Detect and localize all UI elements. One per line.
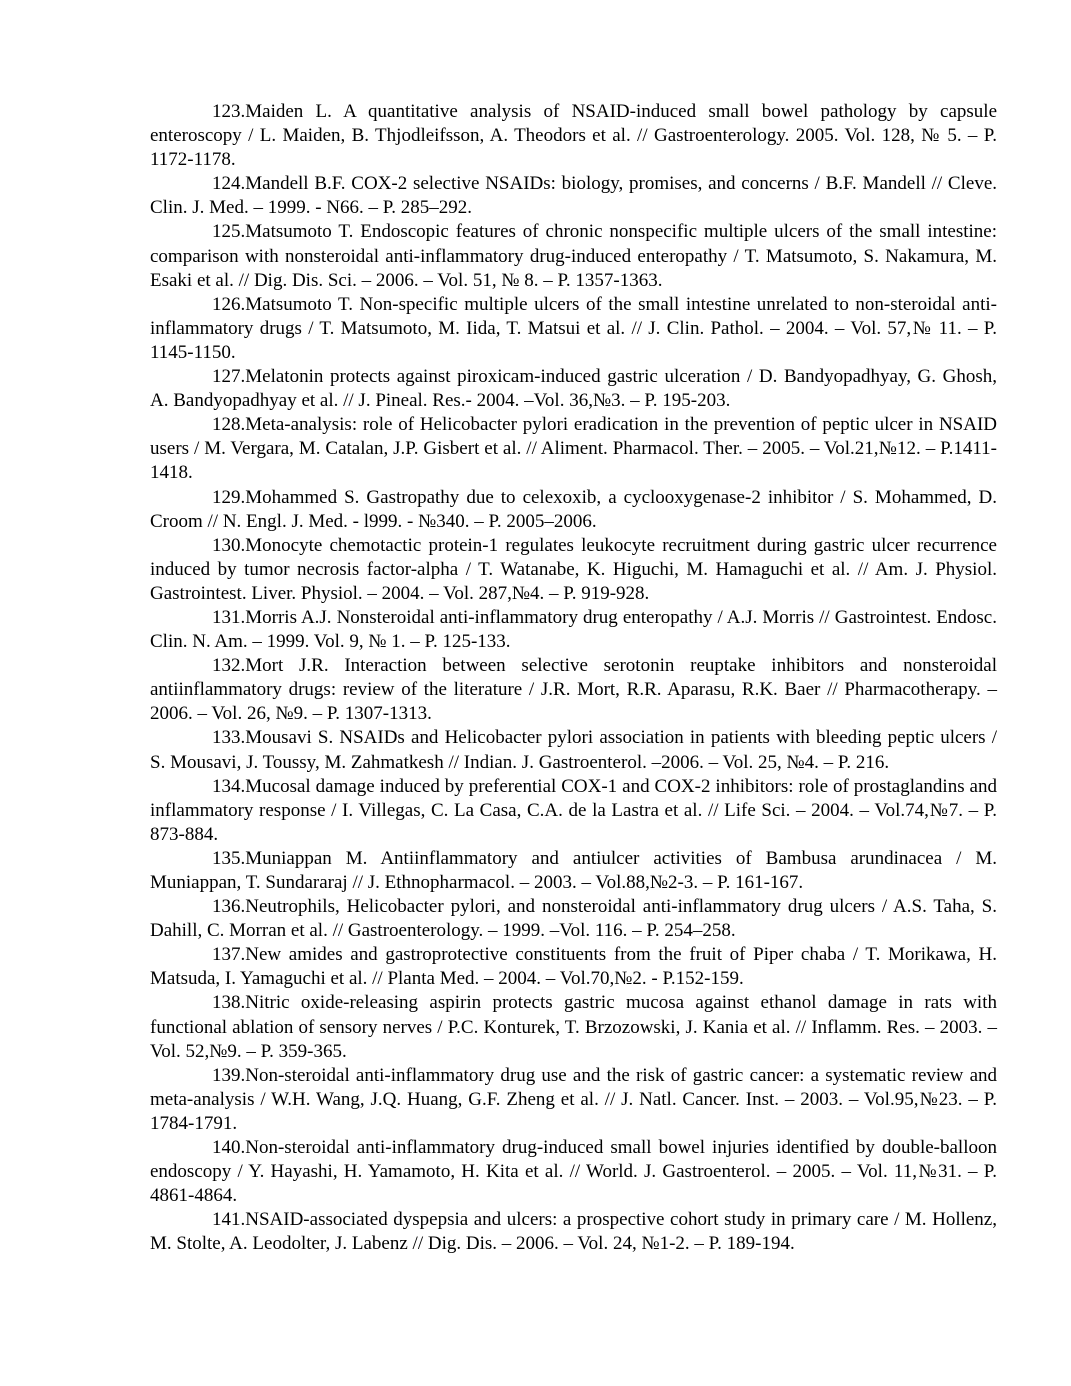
reference-item: 128.Meta-analysis: role of Helicobacter pylori eradication in the prevention of peptic ulcer in NSAID users / M. Vergara, M. Catalan, J.P. Gisbert et al. // Aliment. Pharmacol. Ther. – 2005. – Vol.21,№12. – P.1411-1418. [150,414,997,484]
reference-list [150,100,997,1257]
reference-item: 135.Muniappan M. Antiinflammatory and antiulcer activities of Bambusa arundinacea / M. Muniappan, T. Sundararaj // J. Ethnopharmacol. – 2003. – Vol.88,№2-3. – P. 161-167. [150,847,997,893]
reference-item: 127.Melatonin protects against piroxicam-induced gastric ulceration / D. Bandyopadhyay, G. Ghosh, A. Bandyopadhyay et al. // J. Pineal. Res.- 2004. –Vol. 36,№3. – P. 195-203. [150,366,997,412]
reference-item: 141.NSAID-associated dyspepsia and ulcers: a prospective cohort study in primary care / M. Hollenz, M. Stolte, A. Leodolter, J. Labenz // Dig. Dis. – 2006. – Vol. 24, №1-2. – P. 189-194. [150,1209,997,1255]
reference-item: 137.New amides and gastroprotective constituents from the fruit of Piper chaba / T. Morikawa, H. Matsuda, I. Yamaguchi et al. // Planta Med. – 2004. – Vol.70,№2. - P.152-159. [150,944,997,990]
reference-item: 123.Maiden L. A quantitative analysis of NSAID-induced small bowel pathology by capsule enteroscopy / L. Maiden, B. Thjodleifsson, A. Theodors et al. // Gastroenterology. 2005. Vol. 128, № 5. – P. 1172-1178. [150,101,997,171]
reference-item: 131.Morris A.J. Nonsteroidal anti-inflammatory drug enteropathy / A.J. Morris // Gastrointest. Endosc. Clin. N. Am. – 1999. Vol. 9, № 1. – P. 125-133. [150,606,997,653]
reference-item: 130.Monocyte chemotactic protein-1 regulates leukocyte recruitment during gastric ulcer recurrence induced by tumor necrosis factor-alpha / T. Watanabe, K. Higuchi, M. Hamaguchi et al. // Am. J. Physiol. Gastrointest. Liver. Physiol. – 2004. – Vol. 287,№4. – P. 919-928. [150,534,997,604]
reference-item: 126.Matsumoto T. Non-specific multiple ulcers of the small intestine unrelated to non-steroidal anti-inflammatory drugs / T. Matsumoto, M. Iida, T. Matsui et al. // J. Clin. Pathol. – 2004. – Vol. 57,№ 11. – P. 1145-1150. [150,293,997,363]
reference-item: 140.Non-steroidal anti-inflammatory drug-induced small bowel injuries identified by double-balloon endoscopy / Y. Hayashi, H. Yamamoto, H. Kita et al. // World. J. Gastroenterol. – 2005. – Vol. 11,№31. – P. 4861-4864. [150,1137,997,1207]
reference-item: 139.Non-steroidal anti-inflammatory drug use and the risk of gastric cancer: a systematic review and meta-analysis / W.H. Wang, J.Q. Huang, G.F. Zheng et al. // J. Natl. Cancer. Inst. – 2003. – Vol.95,№23. – P. 1784-1791. [150,1064,997,1134]
reference-item: 132.Mort J.R. Interaction between selective serotonin reuptake inhibitors and nonsteroidal antiinflammatory drugs: review of the literature / J.R. Mort, R.R. Aparasu, R.K. Baer // Pharmacotherapy. – 2006. – Vol. 26, №9. – P. 1307-1313. [150,655,997,725]
reference-item: 134.Mucosal damage induced by preferential COX-1 and COX-2 inhibitors: role of prostaglandins and inflammatory response / I. Villegas, C. La Casa, C.A. de la Lastra et al. // Life Sci. – 2004. – Vol.74,№7. – P. 873-884. [150,775,997,845]
reference-item: 138.Nitric oxide-releasing aspirin protects gastric mucosa against ethanol damage in rats with functional ablation of sensory nerves / P.C. Konturek, T. Brzozowski, J. Kania et al. // Inflamm. Res. – 2003. – Vol. 52,№9. – P. 359-365. [150,992,997,1062]
reference-item: 133.Mousavi S. NSAIDs and Helicobacter pylori association in patients with bleeding peptic ulcers / S. Mousavi, J. Toussy, M. Zahmatkesh // Indian. J. Gastroenterol. –2006. – Vol. 25, №4. – P. 216. [150,727,997,773]
reference-item: 124.Mandell B.F. COX-2 selective NSAIDs: biology, promises, and concerns / B.F. Mandell // Cleve. Clin. J. Med. – 1999. - N66. – P. 285–292. [150,173,997,219]
reference-item: 136.Neutrophils, Helicobacter pylori, and nonsteroidal anti-inflammatory drug ulcers / A.S. Taha, S. Dahill, C. Morran et al. // Gastroenterology. – 1999. –Vol. 116. – P. 254–258. [150,896,997,942]
reference-item: 125.Matsumoto T. Endoscopic features of chronic nonspecific multiple ulcers of the small intestine: comparison with nonsteroidal anti-inflammatory drug-induced enteropathy / T. Matsumoto, S. Nakamura, M. Esaki et al. // Dig. Dis. Sci. – 2006. – Vol. 51, № 8. – P. 1357-1363. [150,221,997,291]
reference-item: 129.Mohammed S. Gastropathy due to celexoxib, a cyclooxygenase-2 inhibitor / S. Mohammed, D. Croom // N. Engl. J. Med. - l999. - №340. – P. 2005–2006. [150,486,997,532]
